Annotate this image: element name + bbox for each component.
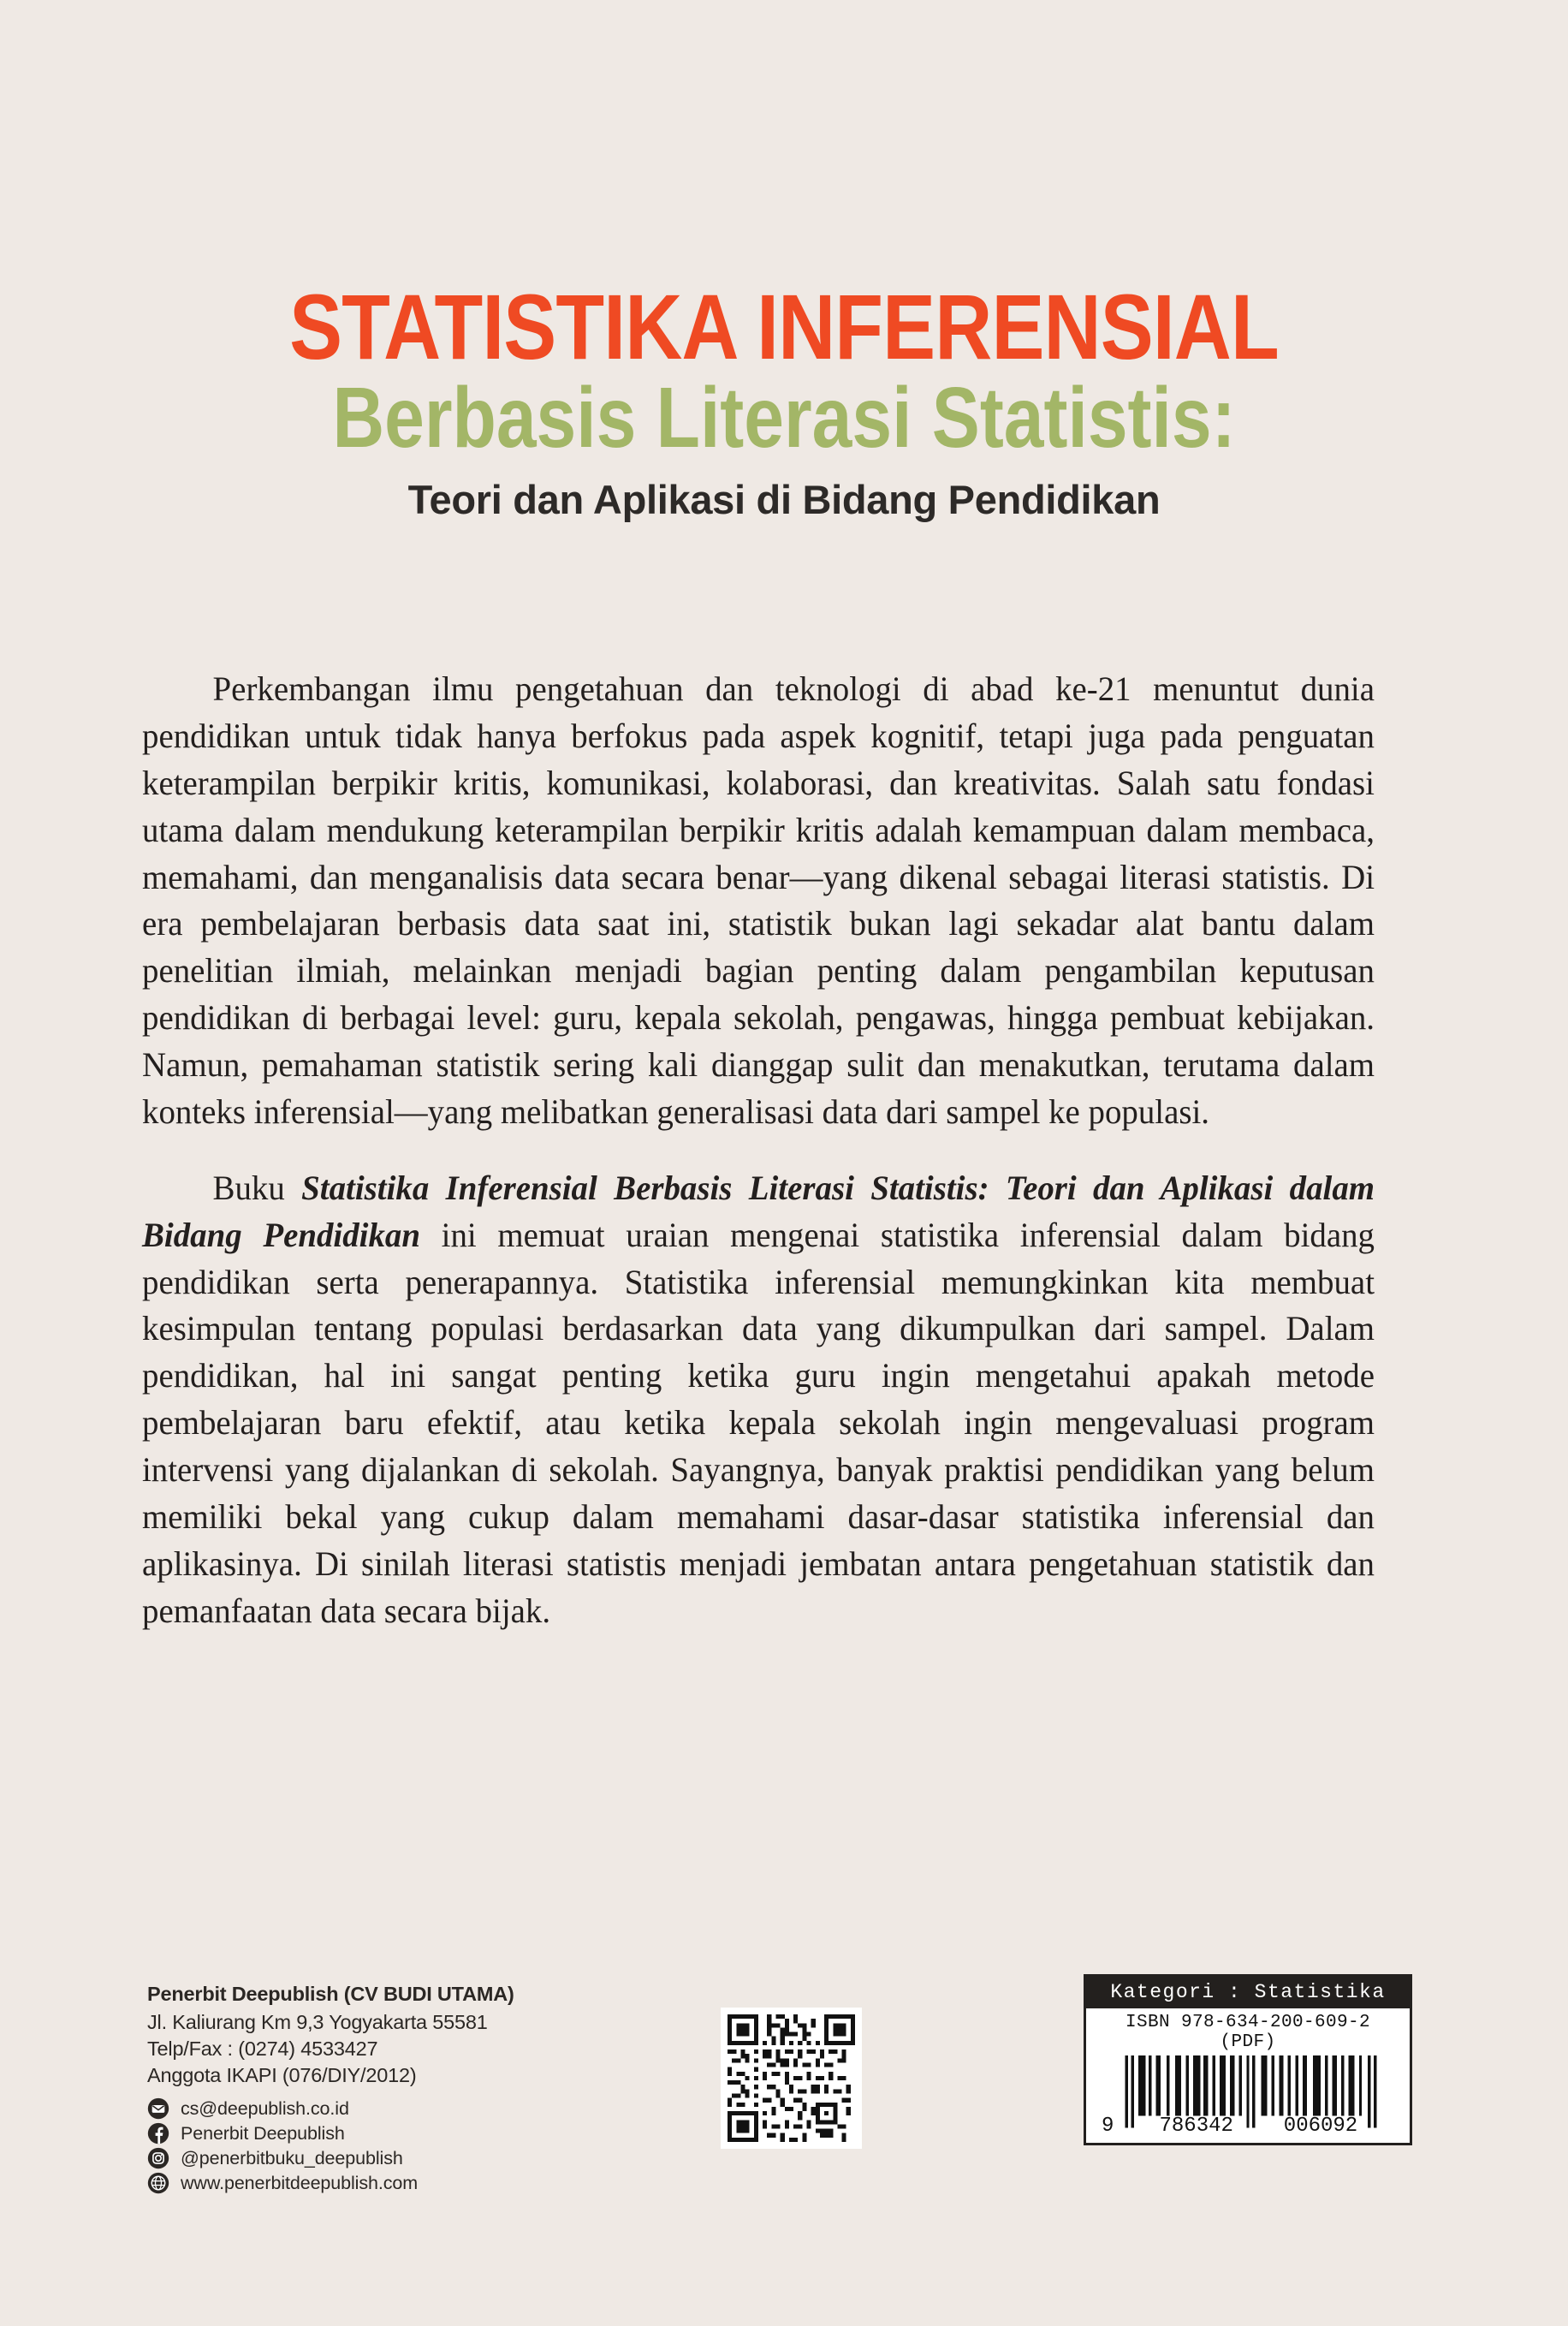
blurb-section: [142, 666, 1426, 1664]
book-title-main: STATISTIKA INFERENSIAL: [289, 275, 1279, 378]
contact-item-website: [147, 2172, 678, 2194]
blurb-paragraph-2-lead: Buku: [212, 1168, 302, 1207]
category-label: Kategori : Statistika: [1086, 1977, 1410, 2008]
blurb-paragraph-2-rest: ini memuat uraian mengenai statistika inferensial dalam bidang pendidikan serta penerapannya. Statistika inferensial memungkinkan kita membuat kesimpulan tentang populasi berdasarkan data yang dikumpulkan dari sampel. Dalam pendidikan, hal ini sangat penting ketika guru ingin mengetahui apakah metode pembelajaran baru efektif, atau ketika kepala sekolah ingin mengevaluasi program intervensi yang dijalankan di sekolah. Sayangnya, banyak praktisi pendidikan yang belum memiliki bekal yang cukup dalam memahami dasar-dasar statistika inferensial dan aplikasinya. Di sinilah literasi statistis menjadi jembatan antara pengetahuan statistik dan pemanfaatan data secara bijak.: [142, 1215, 1375, 1630]
publisher-info: [147, 1981, 678, 2197]
cover-title-block: [0, 275, 1568, 522]
contact-item-facebook: [147, 2122, 678, 2145]
email-icon: [147, 2097, 169, 2120]
qr-code-icon: [728, 2014, 855, 2142]
book-title-subtitle: Berbasis Literasi Statistis:: [332, 369, 1236, 466]
contact-facebook-text[interactable]: Penerbit Deepublish: [181, 2122, 345, 2144]
contact-email-text[interactable]: cs@deepublish.co.id: [181, 2097, 349, 2119]
website-icon: [147, 2172, 169, 2194]
isbn-body: [1086, 2008, 1410, 2143]
publisher-membership: Anggota IKAPI (076/DIY/2012): [147, 2064, 417, 2087]
footer-section: [0, 1969, 1568, 2226]
isbn-barcode-box: [1084, 1974, 1412, 2145]
publisher-contact-list: [147, 2097, 678, 2194]
blurb-paragraph-1: Perkembangan ilmu pengetahuan dan teknologi di abad ke-21 menuntut dunia pendidikan untuk tidak hanya berfokus pada aspek kognitif, tetapi juga pada penguatan keterampilan berpikir kritis, komunikasi, kolaborasi, dan kreativitas. Salah satu fondasi utama dalam mendukung keterampilan berpikir kritis adalah kemampuan dalam membaca, memahami, dan menganalisis data secara benar—yang dikenal sebagai literasi statistis. Di era pembelajaran berbasis data saat ini, statistik bukan lagi sekadar alat bantu dalam penelitian ilmiah, melainkan menjadi bagian penting dalam pengambilan keputusan pendidikan di berbagai level: guru, kepala sekolah, pengawas, hingga pembuat kebijakan. Namun, pemahaman statistik sering kali dianggap sulit dan menakutkan, terutama dalam konteks inferensial—yang melibatkan generalisasi data dari sampel ke populasi.: [142, 669, 1375, 1131]
barcode-wrap: [1100, 2055, 1396, 2139]
publisher-phone: Telp/Fax : (0274) 4533427: [147, 2037, 378, 2060]
qr-code-box[interactable]: [721, 2008, 862, 2149]
blurb-paragraph-2: [142, 1165, 1375, 1635]
publisher-address: Jl. Kaliurang Km 9,3 Yogyakarta 55581: [147, 2010, 488, 2033]
contact-website-text[interactable]: www.penerbitdeepublish.com: [181, 2172, 419, 2193]
contact-item-instagram: [147, 2147, 678, 2169]
blurb-book-title-emphasis: Statistika Inferensial Berbasis Literasi Statistis: Teori dan Aplikasi dalam Bidang Pendidikan: [142, 1168, 1375, 1254]
barcode-digits: [1100, 2115, 1396, 2138]
book-title-tagline: Teori dan Aplikasi di Bidang Pendidikan: [407, 476, 1161, 522]
publisher-name: Penerbit Deepublish (CV BUDI UTAMA): [147, 1983, 514, 2005]
isbn-number: ISBN 978-634-200-609-2 (PDF): [1125, 2013, 1371, 2052]
instagram-icon: [147, 2147, 169, 2169]
barcode-digit-mid: 786342: [1159, 2115, 1233, 2138]
contact-instagram-text[interactable]: @penerbitbuku_deepublish: [181, 2147, 403, 2168]
barcode-digit-left: 9: [1102, 2115, 1114, 2138]
contact-item-email: [147, 2097, 678, 2120]
barcode-digit-right: 006092: [1283, 2115, 1358, 2138]
facebook-icon: [147, 2122, 169, 2145]
